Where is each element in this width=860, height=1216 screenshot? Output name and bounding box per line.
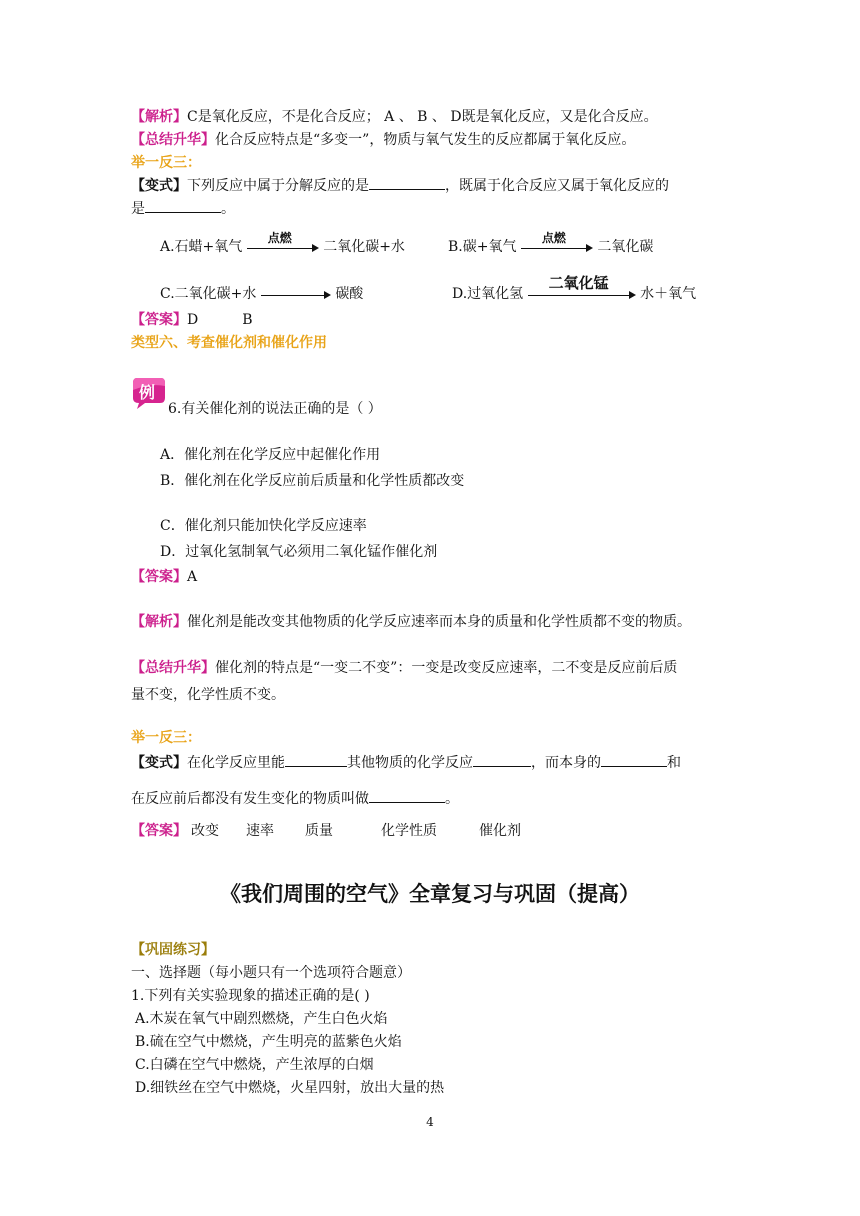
condition-label: 点燃 <box>267 231 292 245</box>
reaction-arrow <box>521 231 593 255</box>
condition-label: 点燃 <box>541 231 566 245</box>
answer-blank[interactable] <box>601 752 667 767</box>
variant-text-end: 。 <box>221 201 235 217</box>
analysis-tag: 【解析】 <box>131 614 187 630</box>
answer-item: 化学性质 <box>381 823 437 839</box>
type6-heading: 类型六、考查催化剂和催化作用 <box>131 335 327 351</box>
extend-heading: 举一反三： <box>131 730 201 746</box>
chapter-title: 《我们周围的空气》全章复习与巩固（提高） <box>220 882 640 906</box>
answer-blank[interactable] <box>473 752 531 767</box>
summary-text: 化合反应特点是“多变一”，物质与氧气发生的反应都属于氧化反应。 <box>215 132 636 148</box>
option-c <box>160 283 363 303</box>
analysis-text: C是氧化反应，不是化合反应； A 、 B 、 D既是氧化反应，又是化合反应。 <box>187 109 658 125</box>
option-b: B．催化剂在化学反应前后质量和化学性质都改变 <box>160 473 465 489</box>
option-a: A．催化剂在化学反应中起催化作用 <box>160 447 381 463</box>
answer-item: 催化剂 <box>479 823 521 839</box>
reaction-arrow <box>247 231 319 255</box>
answer-1: D <box>187 312 199 328</box>
answer-line <box>131 820 521 840</box>
summary-line <box>131 129 635 149</box>
q1-option-a: A.木炭在氧气中剧烈燃烧，产生白色火焰 <box>135 1011 388 1027</box>
option-c: C．催化剂只能加快化学反应速率 <box>160 518 367 534</box>
answer-tag: 【答案】 <box>131 823 187 839</box>
answer-line <box>131 566 197 586</box>
variant-text-3: 是 <box>131 201 145 217</box>
option-d: D．过氧化氢制氧气必须用二氧化锰作催化剂 <box>160 544 438 560</box>
option-a <box>160 231 405 256</box>
answer-line <box>131 309 253 329</box>
reaction-arrow <box>528 274 636 302</box>
answer-item: 质量 <box>305 823 333 839</box>
option-c-right: 碳酸 <box>335 286 364 302</box>
answer-item: 改变 <box>191 823 219 839</box>
q1-option-b: B.硫在空气中燃烧，产生明亮的蓝紫色火焰 <box>135 1034 402 1050</box>
option-a-right: 二氧化碳+水 <box>323 239 405 255</box>
extend-heading: 举一反三： <box>131 155 201 171</box>
variant-line-2 <box>131 198 235 218</box>
variant-line-1 <box>131 752 681 772</box>
variant-p1: 在化学反应里能 <box>187 755 285 771</box>
variant-tag: 【变式】 <box>131 178 187 194</box>
example-badge-label: 例 <box>139 383 156 402</box>
variant-p4: 和 <box>667 755 681 771</box>
summary-text-2: 量不变，化学性质不变。 <box>131 687 285 703</box>
analysis-tag: 【解析】 <box>131 109 187 125</box>
summary-line-1 <box>131 657 677 677</box>
answer-tag: 【答案】 <box>131 569 187 585</box>
section-heading: 一、选择题（每小题只有一个选项符合题意） <box>131 965 411 981</box>
q1-option-d: D.细铁丝在空气中燃烧，火星四射，放出大量的热 <box>135 1080 445 1096</box>
reaction-arrow <box>261 286 331 302</box>
variant-text-1: 下列反应中属于分解反应的是 <box>187 178 369 194</box>
question-6: 6.有关催化剂的说法正确的是（ ） <box>168 401 382 417</box>
answer-blank[interactable] <box>145 198 221 213</box>
option-b-right: 二氧化碳 <box>597 239 654 255</box>
option-b <box>448 231 654 256</box>
condition-label: 二氧化锰 <box>548 274 609 292</box>
option-d-right: 水＋氧气 <box>640 286 697 302</box>
variant-p6: 。 <box>445 791 459 807</box>
variant-line-2 <box>131 788 459 808</box>
answer: A <box>187 569 198 585</box>
variant-tag: 【变式】 <box>131 755 187 771</box>
option-c-left: C.二氧化碳+水 <box>160 286 257 302</box>
option-b-left: B.碳+氧气 <box>448 239 517 255</box>
summary-tag: 【总结升华】 <box>131 132 215 148</box>
practice-tag: 【巩固练习】 <box>131 942 215 958</box>
q1-option-c: C.白磷在空气中燃烧，产生浓厚的白烟 <box>135 1057 374 1073</box>
chapter-title-wrap <box>0 878 860 908</box>
page-number: 4 <box>426 1115 434 1129</box>
analysis-line <box>131 106 658 126</box>
variant-p2: 其他物质的化学反应 <box>347 755 473 771</box>
answer-2: B <box>242 312 253 328</box>
answer-blank[interactable] <box>369 788 445 803</box>
example-badge <box>131 376 167 410</box>
analysis-line <box>131 611 691 631</box>
answer-item: 速率 <box>246 823 274 839</box>
variant-p5: 在反应前后都没有发生变化的物质叫做 <box>131 791 369 807</box>
summary-tag: 【总结升华】 <box>131 660 215 676</box>
option-d <box>452 274 697 303</box>
variant-text-2: ，既属于化合反应又属于氧化反应的 <box>445 178 669 194</box>
variant-line-1 <box>131 175 669 195</box>
answer-blank[interactable] <box>369 175 445 190</box>
option-a-left: A.石蜡+氧气 <box>160 239 243 255</box>
answer-blank[interactable] <box>285 752 347 767</box>
option-d-left: D.过氧化氢 <box>452 286 524 302</box>
analysis-text: 催化剂是能改变其他物质的化学反应速率而本身的质量和化学性质都不变的物质。 <box>187 614 691 630</box>
variant-p3: ，而本身的 <box>531 755 601 771</box>
question-1: 1.下列有关实验现象的描述正确的是( ) <box>131 988 370 1004</box>
answer-tag: 【答案】 <box>131 312 187 328</box>
summary-text-1: 催化剂的特点是“一变二不变”：一变是改变反应速率，二不变是反应前后质 <box>215 660 678 676</box>
